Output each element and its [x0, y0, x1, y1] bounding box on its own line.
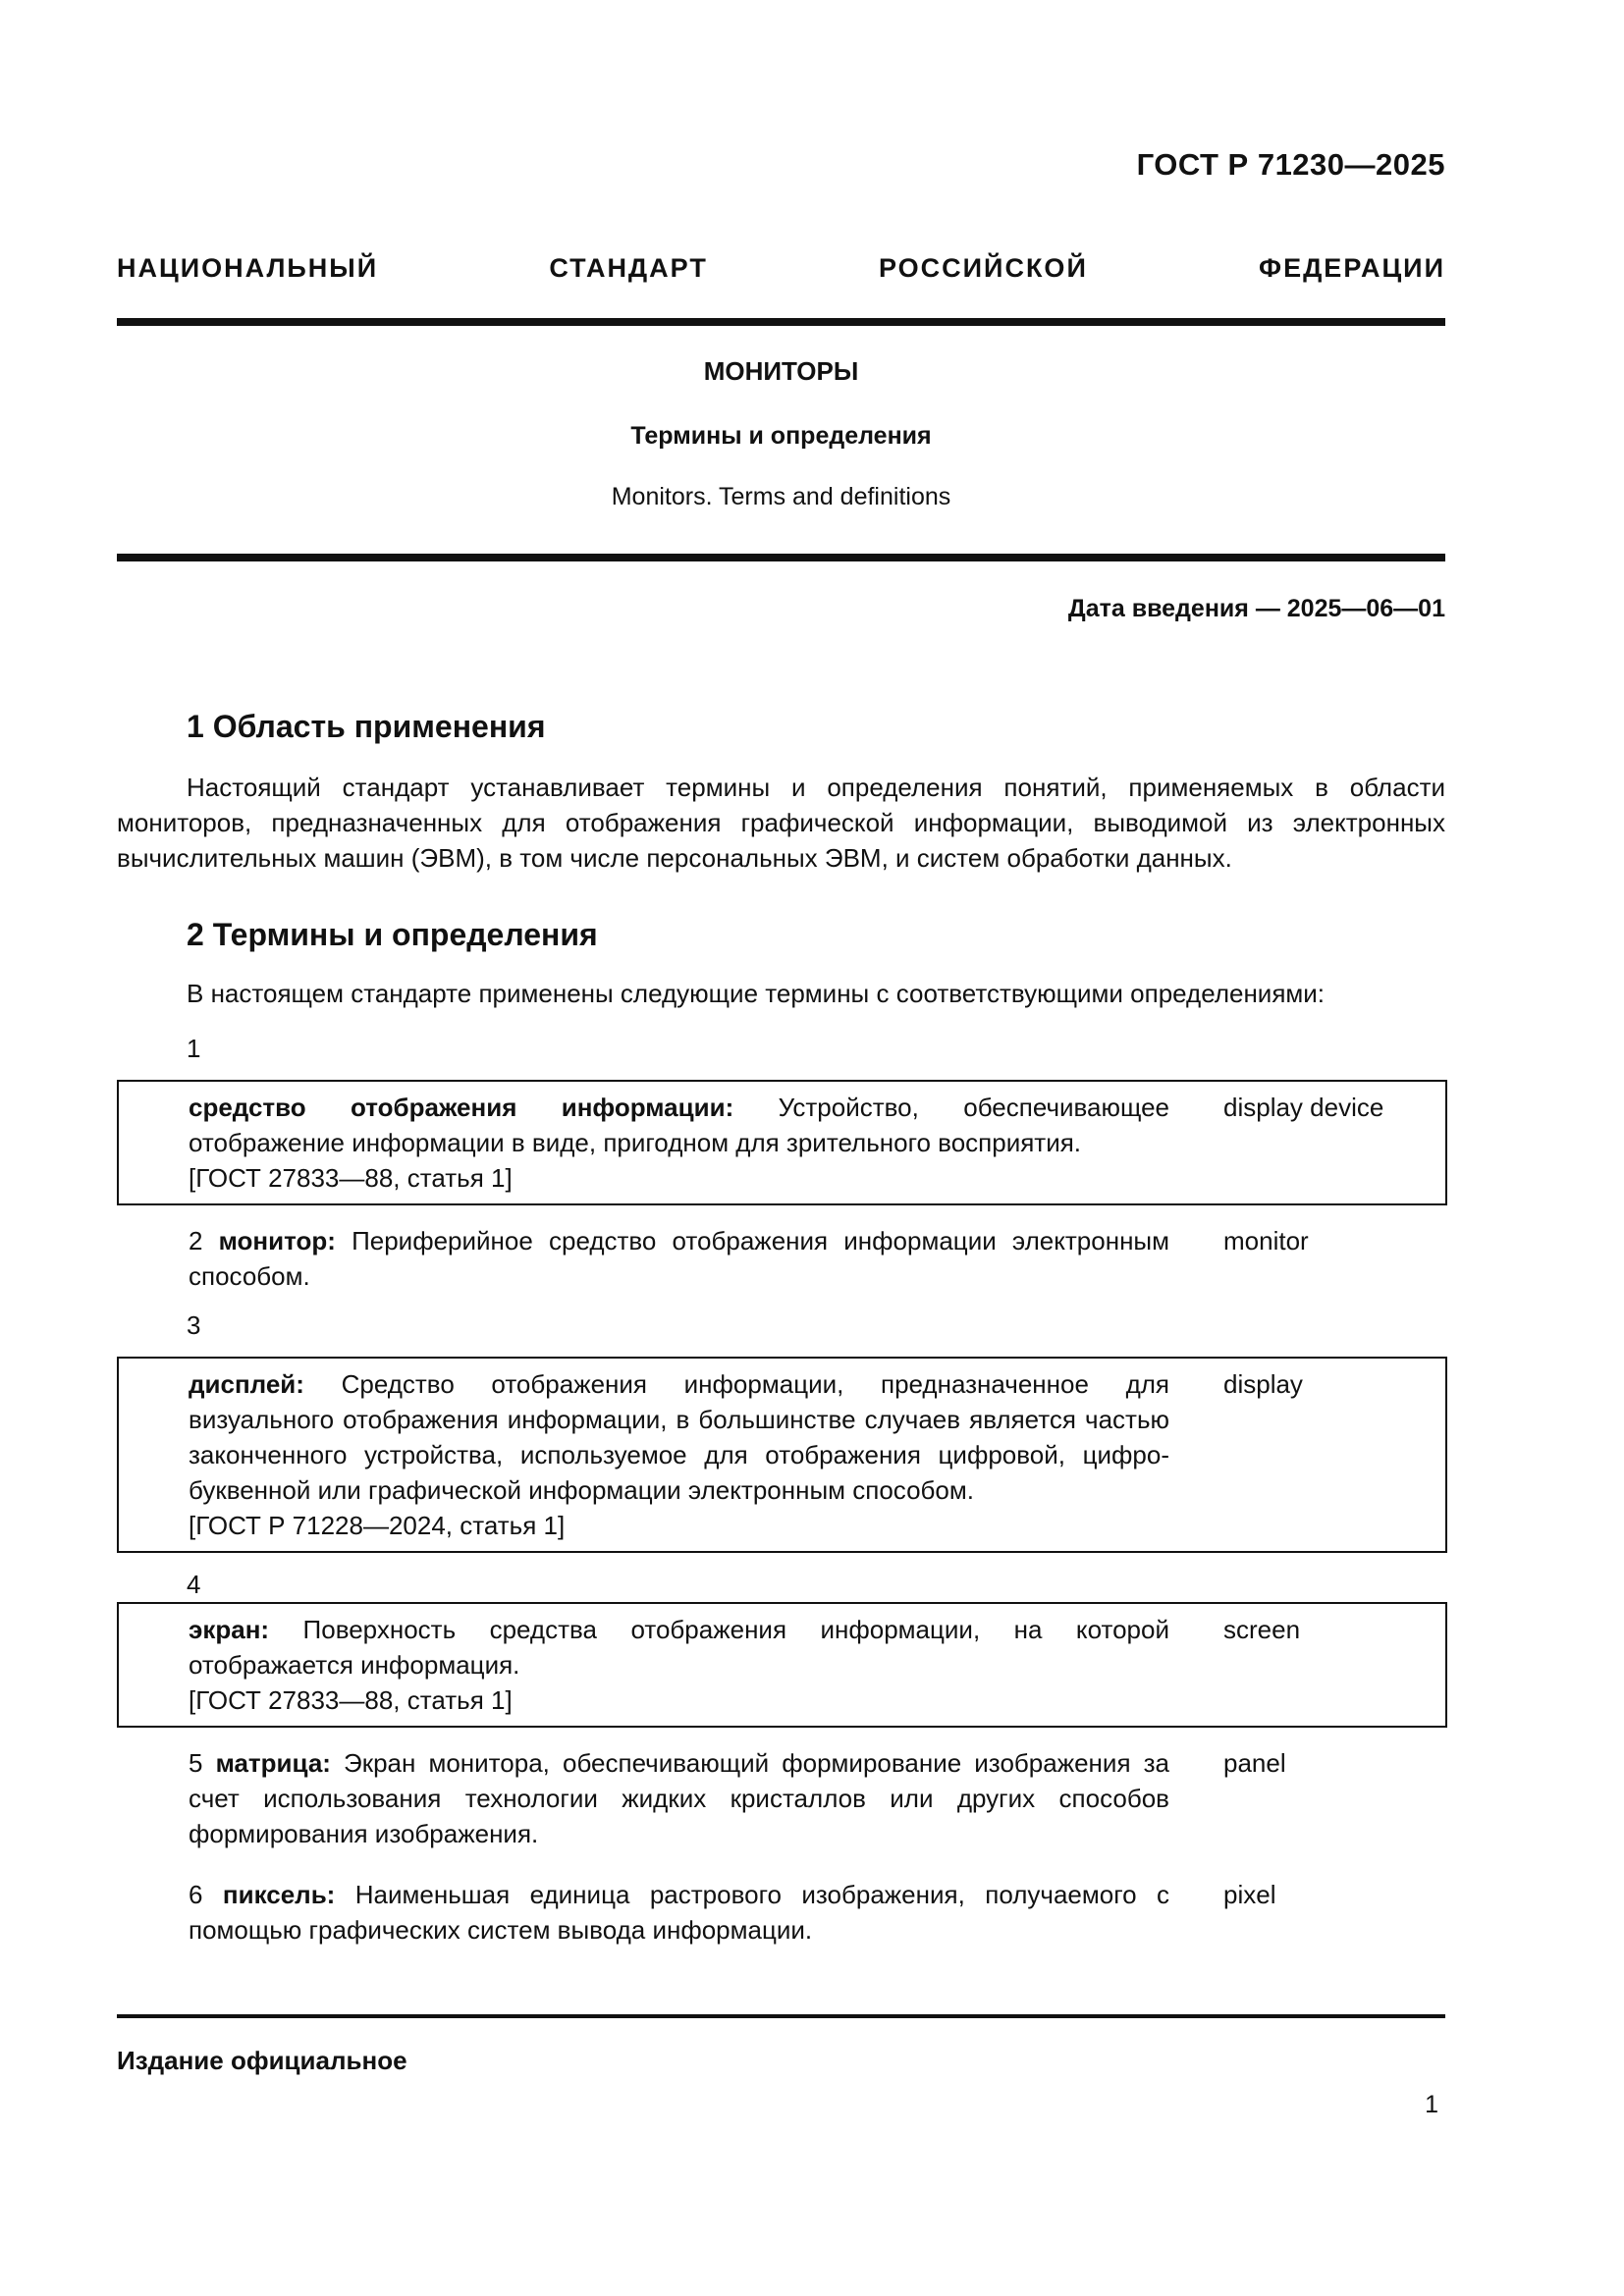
term-english: display device — [1223, 1093, 1384, 1122]
term-number: 6 — [189, 1880, 203, 1909]
term-entry — [119, 1745, 1169, 1851]
document-subtitle-en: Monitors. Terms and definitions — [611, 483, 951, 510]
term-entry-plain — [117, 1869, 1447, 1949]
term-number: 2 — [189, 1226, 203, 1255]
term-box — [117, 1080, 1447, 1205]
term-english: panel — [1223, 1748, 1286, 1778]
title-bottom-rule — [117, 554, 1445, 561]
official-edition-label: Издание официальное — [117, 2046, 407, 2075]
term-english: display — [1223, 1369, 1303, 1399]
term-name: матрица: — [215, 1748, 331, 1778]
term-entry — [119, 1223, 1169, 1294]
term-number: 1 — [187, 1034, 201, 1063]
term-definition: Средство отображения информации, предназначенное для визуального отображения информации, в большинстве случаев является частью законченного устройства, используемое для отображения цифровой, цифро-буквенной или графической информации электронным способом. — [189, 1369, 1169, 1505]
term-entry — [119, 1877, 1169, 1948]
term-source: [ГОСТ Р 71228—2024, статья 1] — [189, 1511, 566, 1540]
document-subtitle-ru: Термины и определения — [630, 422, 932, 450]
term-definition: Экран монитора, обеспечивающий формирование изображения за счет использования технологии жидких кристаллов или других способов формирования изображения. — [189, 1748, 1169, 1848]
term-definition: Наименьшая единица растрового изображения, получаемого с помощью графических систем вывода информации. — [189, 1880, 1169, 1945]
term-english: monitor — [1223, 1226, 1309, 1255]
term-box — [117, 1602, 1447, 1728]
footer-rule — [117, 2014, 1445, 2018]
term-name: дисплей: — [189, 1369, 304, 1399]
term-box — [117, 1357, 1447, 1553]
term-definition: Устройство, обеспечивающее отображение информации в виде, пригодном для зрительного восприятия. — [189, 1093, 1170, 1157]
national-standard-banner: НАЦИОНАЛЬНЫЙ СТАНДАРТ РОССИЙСКОЙ ФЕДЕРАЦИИ — [117, 253, 1445, 283]
section-2-heading: 2 Термины и определения — [187, 917, 598, 952]
section-1-heading: 1 Область применения — [187, 709, 546, 744]
top-rule — [117, 318, 1445, 326]
term-definition: Поверхность средства отображения информации, на которой отображается информация. — [189, 1615, 1169, 1680]
term-source: [ГОСТ 27833—88, статья 1] — [189, 1685, 513, 1715]
term-name: средство отображения информации: — [189, 1093, 734, 1122]
section-1-body: Настоящий стандарт устанавливает термины и определения понятий, применяемых в области мониторов, предназначенных для отображения графической информации, выводимой из электронных вычислительных машин (ЭВМ), в том числе персональных ЭВМ, и систем обработки данных. — [117, 773, 1445, 873]
term-number: 4 — [187, 1570, 201, 1599]
document-title: МОНИТОРЫ — [703, 356, 859, 386]
term-number: 3 — [187, 1310, 201, 1340]
term-name: монитор: — [218, 1226, 336, 1255]
term-english: pixel — [1223, 1880, 1276, 1909]
introduction-date: Дата введения — 2025—06—01 — [1067, 595, 1445, 622]
term-number: 5 — [189, 1748, 203, 1778]
page-number: 1 — [1425, 2091, 1438, 2118]
term-entry-plain — [117, 1737, 1447, 1851]
section-1-text — [117, 770, 1445, 876]
standard-number: ГОСТ Р 71230—2025 — [1136, 147, 1445, 182]
term-entry-plain — [117, 1215, 1447, 1296]
term-source: [ГОСТ 27833—88, статья 1] — [189, 1163, 513, 1193]
term-name: пиксель: — [222, 1880, 336, 1909]
term-name: экран: — [189, 1615, 270, 1644]
term-entry — [119, 1090, 1169, 1196]
term-entry — [119, 1612, 1169, 1718]
term-entry — [119, 1366, 1169, 1543]
section-2-intro: В настоящем стандарте применены следующие термины с соответствующими определениями: — [187, 979, 1326, 1008]
term-english: screen — [1223, 1615, 1301, 1644]
term-definition: Периферийное средство отображения информации электронным способом. — [189, 1226, 1169, 1291]
